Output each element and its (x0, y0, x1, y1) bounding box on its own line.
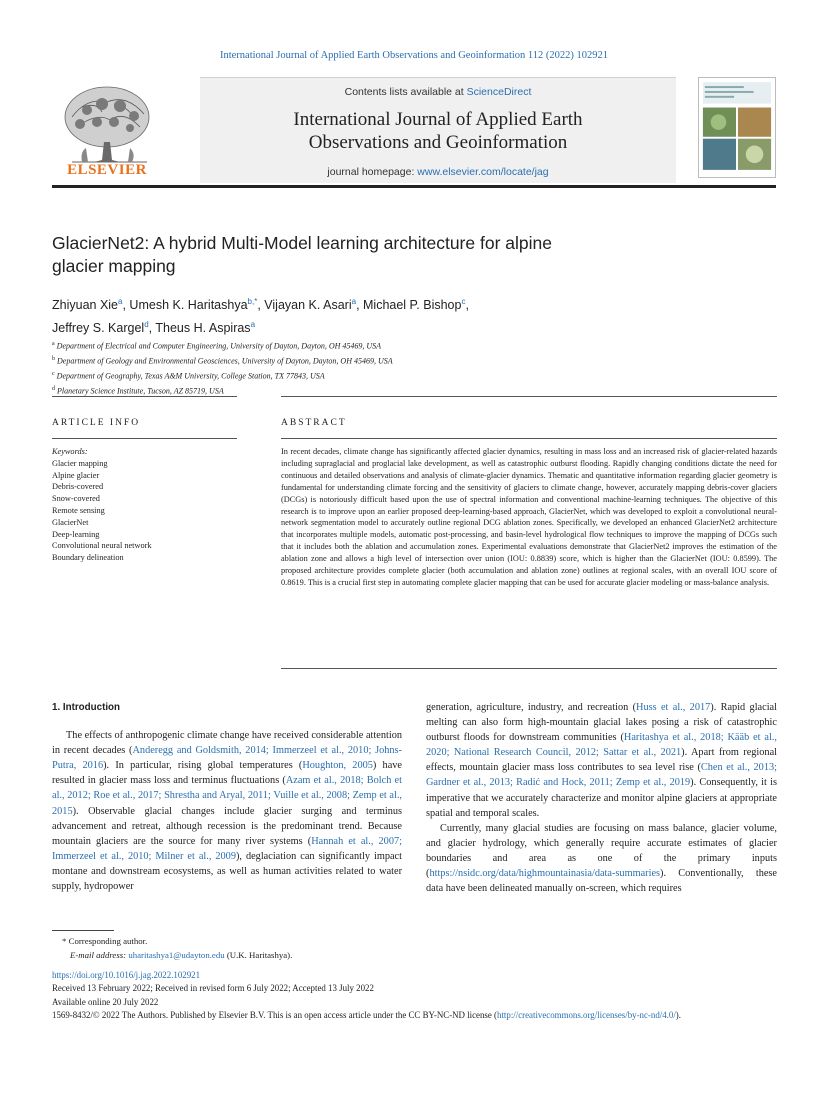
body-text: ). Observable glacial changes include glacier surging and terminus advancement and retreat, although recession is the predominant trend. Because mountain glaciers are the source for many river systems ( (52, 805, 402, 847)
author-separator: , (257, 298, 265, 313)
affiliation-marker: d (52, 385, 55, 392)
citation-link[interactable]: Huss et al., 2017 (636, 702, 711, 713)
author-affiliation-marker[interactable]: a (118, 297, 123, 306)
journal-title-line1: International Journal of Applied Earth (293, 109, 583, 130)
body-text: ). In particular, rising global temperatures ( (103, 760, 303, 772)
license-line (52, 1009, 777, 1022)
author-list (52, 292, 672, 338)
license-prefix: 1569-8432/© 2022 The Authors. Published by Elsevier B.V. This is an open access article under the CC BY-NC-ND license ( (52, 1010, 498, 1021)
publication-info (52, 969, 777, 1023)
abstract-heading-rule (281, 438, 777, 439)
license-suffix: ). (675, 1010, 681, 1021)
body-text: ). Consequently, it is imperative that we accurately characterize and monitor alpine glaciers at appropriate spatial and temporal scales. (426, 777, 777, 819)
email-line (62, 948, 762, 962)
keyword-item: Debris-covered (52, 482, 104, 492)
masthead-rule (52, 185, 776, 188)
author-affiliation-marker[interactable]: a (250, 320, 256, 330)
citation-link[interactable]: Houghton, 2005 (302, 760, 373, 772)
received-dates: Received 13 February 2022; Received in revised form 6 July 2022; Accepted 13 July 2022 (52, 983, 374, 994)
keywords-label: Keywords: (52, 447, 88, 456)
affiliation-text: Department of Electrical and Computer Engineering, University of Dayton, Dayton, OH 45469, USA (56, 341, 382, 351)
affiliation-marker: a (52, 341, 55, 347)
keyword-item: Convolutional neural network (52, 541, 152, 551)
journal-title-line2: Observations and Geoinformation (308, 132, 568, 153)
journal-title (200, 108, 676, 154)
keyword-item: Boundary delineation (52, 553, 124, 563)
citation-link[interactable]: Azam et al., 2018; Bolch et al., 2012; Roe et al., 2017; Shrestha and Aryal, 2011; Vuille et al., 2008; Zemp et al., 2015 (52, 775, 402, 817)
url-link[interactable]: https://nsidc.org/data/highmountainasia/data-summaries (429, 868, 661, 880)
homepage-line (200, 166, 676, 178)
abstract-text: In recent decades, climate change has significantly affected glacier dynamics, resulting in mass loss and an increased risk of glacier-related hazards including supraglacial and proglacial lake development, as well as catastrophic outburst flooding. Rapidly changing conditions dictate the need for continuous and detailed observations and analysis of climate-glacier dynamics. Thematic and quantitative information regarding glacier geometry is fundamental for understanding climate forcing and the sensitivity of glaciers to climate change, however, accurately mapping debris-cover glaciers (DCGs) is notoriously difficult based upon the use of spectral information and conventional machine-learning techniques. The objective of this research is to improve upon an earlier proposed deep-learning-based approach, GlacierNet, which was developed to exploit a convolutional neural-network segmentation model to accurately outline regional DCG ablation zones. Specifically, we developed an enhanced GlacierNet2 architecture that incorporates multiple models, automatic post-processing, and basin-level hydrological flow techniques to improve the mapping of DCGs such that it includes both the ablation and accumulation zones. Experimental evaluations demonstrate that GlacierNet2 improves the estimation of the ablation zone and allows a high level of intersection over union (IOU: 0.8839) score, which is higher than the GlacierNet (IOU: 0.8599). The proposed architecture provides complete glacier (both accumulation and ablation zone) outlines at regional scales, with an overall IOU score of 0.8619. This is a crucial first step in automating complete glacier mapping that can be used for accurate glacier modeling or mass-balance analysis. (281, 447, 777, 587)
citation-link[interactable]: Haritashya et al., 2018; Kääb et al., 2020; National Research Council, 2012; Sattar et al., 2021 (426, 732, 778, 759)
author-separator: , (465, 298, 469, 313)
author-affiliation-marker[interactable]: b,* (247, 297, 258, 306)
citation-link[interactable]: Chen et al., 2013; Gardner et al., 2013; Radić and Hock, 2011; Zemp et al., 2019 (426, 762, 777, 789)
keyword-item: GlacierNet (52, 517, 89, 527)
author-affiliation-marker[interactable]: a (351, 297, 357, 306)
footnote-rule (52, 930, 114, 931)
author-affiliation-marker[interactable]: c (461, 297, 466, 306)
available-online: Available online 20 July 2022 (52, 996, 159, 1007)
author-separator: , (148, 321, 156, 336)
body-text: ). Apart from regional effects, mountain glacier mass loss contributes to sea level rise ( (426, 747, 778, 774)
body-text: Currently, many glacial studies are focusing on mass balance, glacier volume, and glacier hydrology, which generally require accurate estimates of glacier boundaries and area as one of the primary inputs ( (426, 822, 777, 880)
article-info-top-rule (52, 396, 237, 397)
body-text: ). Conventionally, these data have been delineated manually on-screen, which requires (426, 868, 777, 895)
footnote (62, 934, 762, 962)
body-text: ). Rapid glacial melting can also form high-mountain glacial lakes posing a risk of catastrophic outburst floods for downstream communities ( (426, 702, 777, 744)
body-text: The effects of anthropogenic climate change have received considerable attention in recent decades ( (52, 730, 402, 757)
abstract-heading: ABSTRACT (281, 418, 347, 428)
journal-reference-link[interactable]: International Journal of Applied Earth Observations and Geoinformation 112 (2022) 102921 (219, 50, 609, 61)
homepage-link[interactable]: www.elsevier.com/locate/jag (417, 166, 549, 178)
body-text: generation, agriculture, industry, and recreation ( (426, 702, 637, 713)
affiliation-marker: b (52, 355, 55, 362)
body-text: ) have resulted in glacier mass loss and terminus fluctuations ( (52, 760, 402, 787)
affiliation-text: Department of Geography, Texas A&M University, College Station, TX 77843, USA (56, 371, 325, 381)
elsevier-wordmark: ELSEVIER (67, 162, 147, 178)
paper-title-line2: glacier mapping (52, 256, 176, 276)
corresponding-author-note: * Corresponding author. (62, 936, 148, 946)
keyword-item: Remote sensing (52, 505, 105, 515)
homepage-prefix: journal homepage: (327, 166, 418, 178)
author-separator: , (356, 298, 364, 313)
paper-title-line1: GlacierNet2: A hybrid Multi-Model learning architecture for alpine (52, 233, 552, 253)
author-separator: , (122, 298, 130, 313)
author-name[interactable]: Vijayan K. Asari (264, 298, 352, 313)
article-info-heading-rule (52, 438, 237, 439)
author-name[interactable]: Michael P. Bishop (363, 298, 462, 313)
intro-paragraph-2 (426, 821, 777, 896)
author-name[interactable]: Jeffrey S. Kargel (52, 321, 145, 336)
email-link[interactable]: uharitashya1@udayton.edu (128, 950, 225, 960)
doi-link[interactable]: https://doi.org/10.1016/j.jag.2022.102921 (52, 970, 201, 980)
author-affiliation-marker[interactable]: d (144, 320, 149, 330)
abstract-top-rule (281, 396, 777, 397)
affiliation-marker: c (52, 370, 55, 377)
keywords-list (52, 446, 252, 564)
author-name[interactable]: Theus H. Aspiras (155, 321, 251, 336)
affiliation-item (52, 353, 672, 368)
contents-prefix: Contents lists available at (344, 86, 467, 98)
affiliation-text: Planetary Science Institute, Tucson, AZ 85719, USA (57, 386, 224, 396)
citation-link[interactable]: Hannah et al., 2007; Immerzeel et al., 2010; Milner et al., 2009 (52, 835, 402, 862)
affiliation-list (52, 338, 672, 398)
sciencedirect-link[interactable]: ScienceDirect (466, 86, 532, 98)
affiliation-item (52, 368, 672, 383)
affiliation-item (52, 338, 672, 353)
intro-paragraph-1-continued (426, 700, 777, 821)
journal-cover-thumbnail[interactable] (698, 77, 776, 178)
intro-paragraph-1 (52, 728, 402, 894)
keyword-item: Snow-covered (52, 494, 100, 504)
abstract-bottom-rule (281, 668, 777, 669)
author-name[interactable]: Zhiyuan Xie (52, 298, 119, 313)
affiliation-text: Department of Geology and Environmental Geosciences, University of Dayton, Dayton, OH 45469, USA (57, 356, 393, 366)
email-suffix: (U.K. Haritashya). (224, 950, 293, 960)
email-label: E-mail address: (70, 950, 129, 960)
author-name[interactable]: Umesh K. Haritashya (129, 298, 248, 313)
citation-link[interactable]: Anderegg and Goldsmith, 2014; Immerzeel et al., 2010; Johns-Putra, 2016 (52, 745, 402, 772)
body-text: ), deglaciation can significantly impact montane and downstream ecosystems, as well as human activities related to water supply, hydropower (52, 850, 402, 893)
keyword-item: Glacier mapping (52, 458, 108, 468)
license-link[interactable]: http://creativecommons.org/licenses/by-nc-nd/4.0/ (497, 1010, 676, 1021)
keyword-item: Deep-learning (52, 529, 100, 539)
body-left-column (52, 700, 402, 894)
keyword-item: Alpine glacier (52, 470, 100, 480)
section-title-introduction: 1. Introduction (52, 702, 121, 713)
article-info-heading: ARTICLE INFO (52, 418, 141, 428)
paper-title (52, 232, 672, 278)
contents-line (200, 86, 676, 98)
body-right-column (426, 700, 777, 896)
